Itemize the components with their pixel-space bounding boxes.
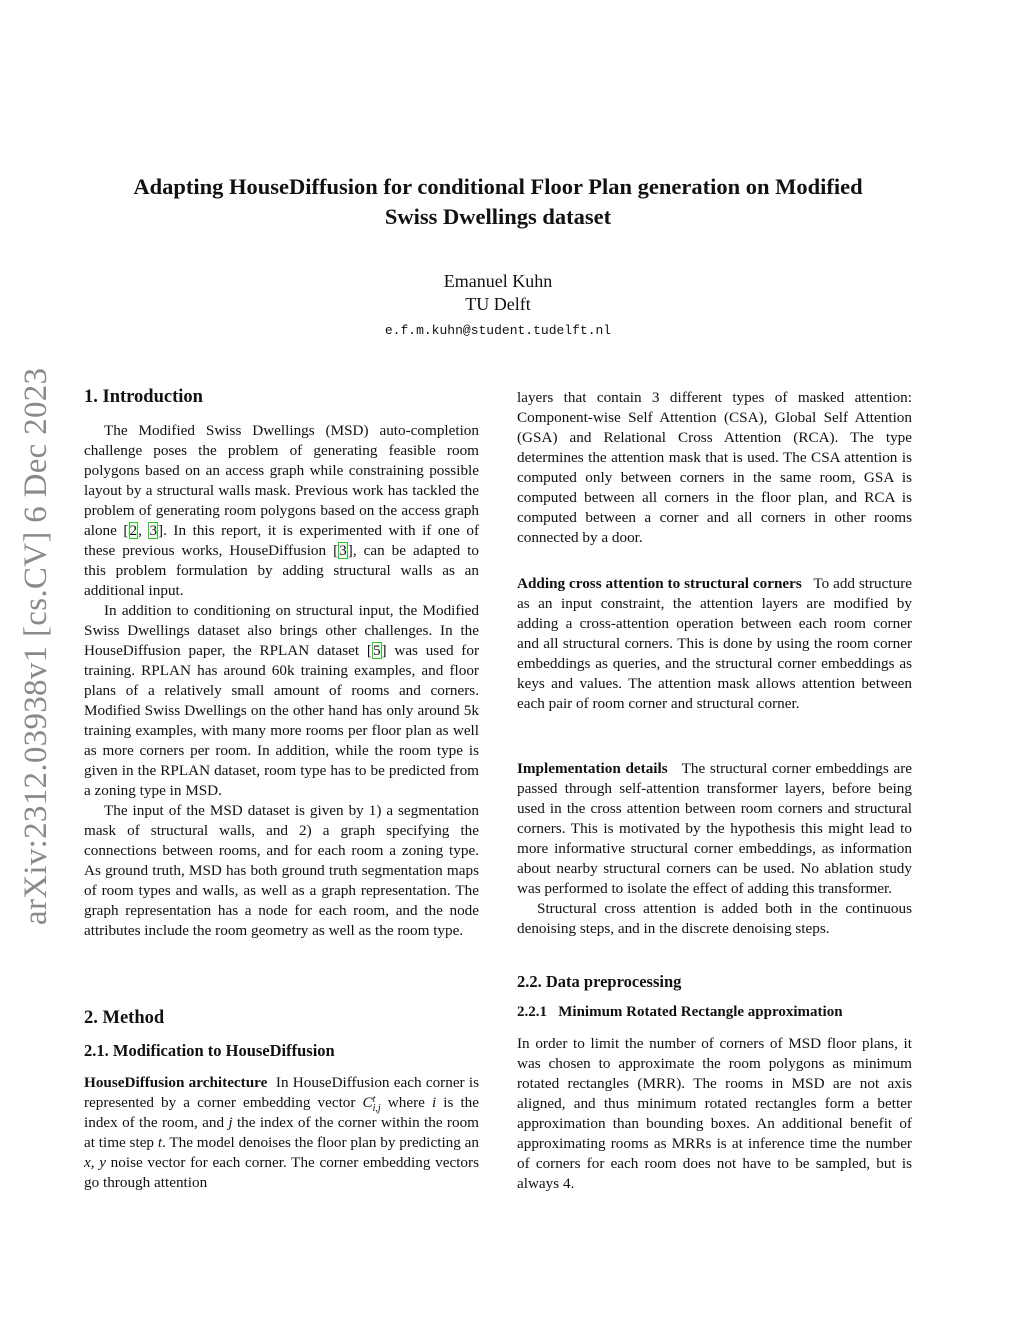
subsection-heading-modification: 2.1. Modification to HouseDiffusion <box>84 1041 335 1060</box>
subscript: i,j <box>372 1102 381 1114</box>
paragraph <box>84 421 479 601</box>
paragraph <box>517 759 912 899</box>
text-run: In order to limit the number of corners of MSD floor plans, it was chosen to approximate the room polygons as minimum rotated rectangles (MRR). The rooms in MSD are not axis aligned, and thus minimum rotated rectangles form a better approximation than bounding boxes. An additional benefit of approximating rooms as MRRs is at inference time the number of corners for each room does not have to be sampled, but is always 4. <box>517 1035 912 1192</box>
text-run: ] was used for training. RPLAN has around 60k training examples, and floor plans of a relatively small amount of rooms and corners. Modified Swiss Dwellings on the other hand has only around 5k training examples, with many more rooms per floor plan as well as more corners per room. In addition, while the room type is given in the RPLAN dataset, room type has to be predicted from a zoning type in MSD. <box>84 642 479 799</box>
author-name: Emanuel Kuhn <box>443 271 553 291</box>
arch-block <box>84 1073 479 1193</box>
citation-link[interactable]: 3 <box>149 522 158 539</box>
implementation-block <box>517 759 912 939</box>
text-run: ], can be adapted to this problem formulation by adding structural walls as an additional input. <box>84 542 479 599</box>
paragraph <box>517 388 912 548</box>
mrr-block <box>517 1034 912 1194</box>
math-symbol: t <box>157 1134 163 1151</box>
author-email[interactable]: e.f.m.kuhn@student.tudelft.nl <box>384 323 612 338</box>
text-run: the index of the corner within the room at time step <box>84 1114 479 1151</box>
layers-block <box>517 388 912 548</box>
superscript: t <box>372 1093 376 1105</box>
text-run: , <box>138 522 149 539</box>
author-affiliation: TU Delft <box>465 294 531 314</box>
text-run: layers that contain 3 different types of masked attention: Component-wise Self Attention (CSA), Global Self Attention (GSA) and Relational Cross Attention (RCA). The type determines the attention mask that is used. The CSA attention is computed only between corners in the same room, GSA is computed between all corners in the floor plan, and RCA is computed between a corner and all corners in other rooms connected by a door. <box>517 389 912 546</box>
text-run: noise vector for each corner. The corner embedding vectors go through attention <box>84 1154 479 1191</box>
subsection-heading-preprocessing: 2.2. Data preprocessing <box>517 972 682 991</box>
citation-link[interactable]: 2 <box>129 522 138 539</box>
intro-paragraphs <box>84 421 479 941</box>
paragraph <box>84 601 479 801</box>
paragraph <box>84 1073 479 1193</box>
runin-heading-implementation: Implementation details <box>517 760 668 777</box>
arxiv-identifier: arXiv:2312.03938v1 [cs.CV] 6 Dec 2023 <box>18 367 54 925</box>
cross-attention-block <box>517 574 912 714</box>
text-run: In HouseDiffusion each corner is represented by a corner embedding vector <box>84 1074 479 1111</box>
paragraph <box>84 801 479 941</box>
title-line-1: Adapting HouseDiffusion for conditional Floor Plan generation on Modified <box>133 174 863 199</box>
text-run: . The model denoises the floor plan by predicting an <box>162 1134 479 1151</box>
math-symbol: j <box>228 1114 233 1131</box>
runin-heading-cross-attention: Adding cross attention to structural corners <box>517 575 802 592</box>
text-run: is the index of the room, and <box>84 1094 479 1131</box>
section-heading-introduction: 1. Introduction <box>84 387 203 407</box>
text-run: The input of the MSD dataset is given by 1) a segmentation mask of structural walls, and 2) a graph specifying the connections between rooms, and for each room a zoning type. As ground truth, MSD has both ground truth segmentation maps of room types and walls, as well as a graph representation. The graph representation has a node for each room, and the node attributes include the room geometry as well as the room type. <box>84 802 479 939</box>
math-symbol: C <box>362 1094 373 1111</box>
citation-link[interactable]: 5 <box>372 642 381 659</box>
math-symbol: x, y <box>84 1154 106 1171</box>
text-run: To add structure as an input constraint, the attention layers are modified by adding a cross-attention operation between each room corner and all structural corners. This is done by using the room corner embeddings as queries, and the structural corner embeddings as keys and values. The attention mask allows attention between each pair of room corner and structural corner. <box>517 575 913 712</box>
text-run: In addition to conditioning on structural input, the Modified Swiss Dwellings dataset also brings other challenges. In the HouseDiffusion paper, the RPLAN dataset [ <box>84 602 479 659</box>
citation-link[interactable]: 3 <box>339 542 347 559</box>
text-run: The Modified Swiss Dwellings (MSD) auto-completion challenge poses the problem of generating feasible room polygons based on an access graph while constraining possible layout by a structural walls mask. Previous work has tackled the problem of generating room polygons based on the access graph alone [ <box>84 422 479 539</box>
math-scripts <box>373 1095 381 1113</box>
title-line-2: Swiss Dwellings dataset <box>384 204 612 229</box>
section-heading-method: 2. Method <box>84 1008 165 1028</box>
paragraph <box>517 574 912 714</box>
text-run: The structural corner embeddings are passed through self-attention transformer layers, before being used in the cross attention between room corners and structural corners. This is motivated by the hypothesis this might lead to more informative structural corner embeddings, as information about nearby structural corners can be used. No ablation study was performed to isolate the effect of adding this transformer. <box>517 760 913 897</box>
math-symbol: i <box>431 1094 437 1111</box>
paragraph-body <box>84 1074 479 1191</box>
text-run: Structural cross attention is added both in the continuous denoising steps, and in the discrete denoising steps. <box>517 900 912 937</box>
runin-heading-architecture: HouseDiffusion architecture <box>84 1074 268 1091</box>
paper-title <box>90 172 906 232</box>
paragraph-body <box>517 575 912 712</box>
text-run: ]. In this report, it is experimented with if one of these previous works, HouseDiffusion [ <box>84 522 480 559</box>
paragraph <box>517 899 912 939</box>
text-run: where <box>380 1094 432 1111</box>
paragraph-body <box>517 760 912 897</box>
paragraph <box>517 1034 912 1194</box>
subsubsection-heading-mrr: 2.2.1 Minimum Rotated Rectangle approximation <box>517 1004 843 1020</box>
